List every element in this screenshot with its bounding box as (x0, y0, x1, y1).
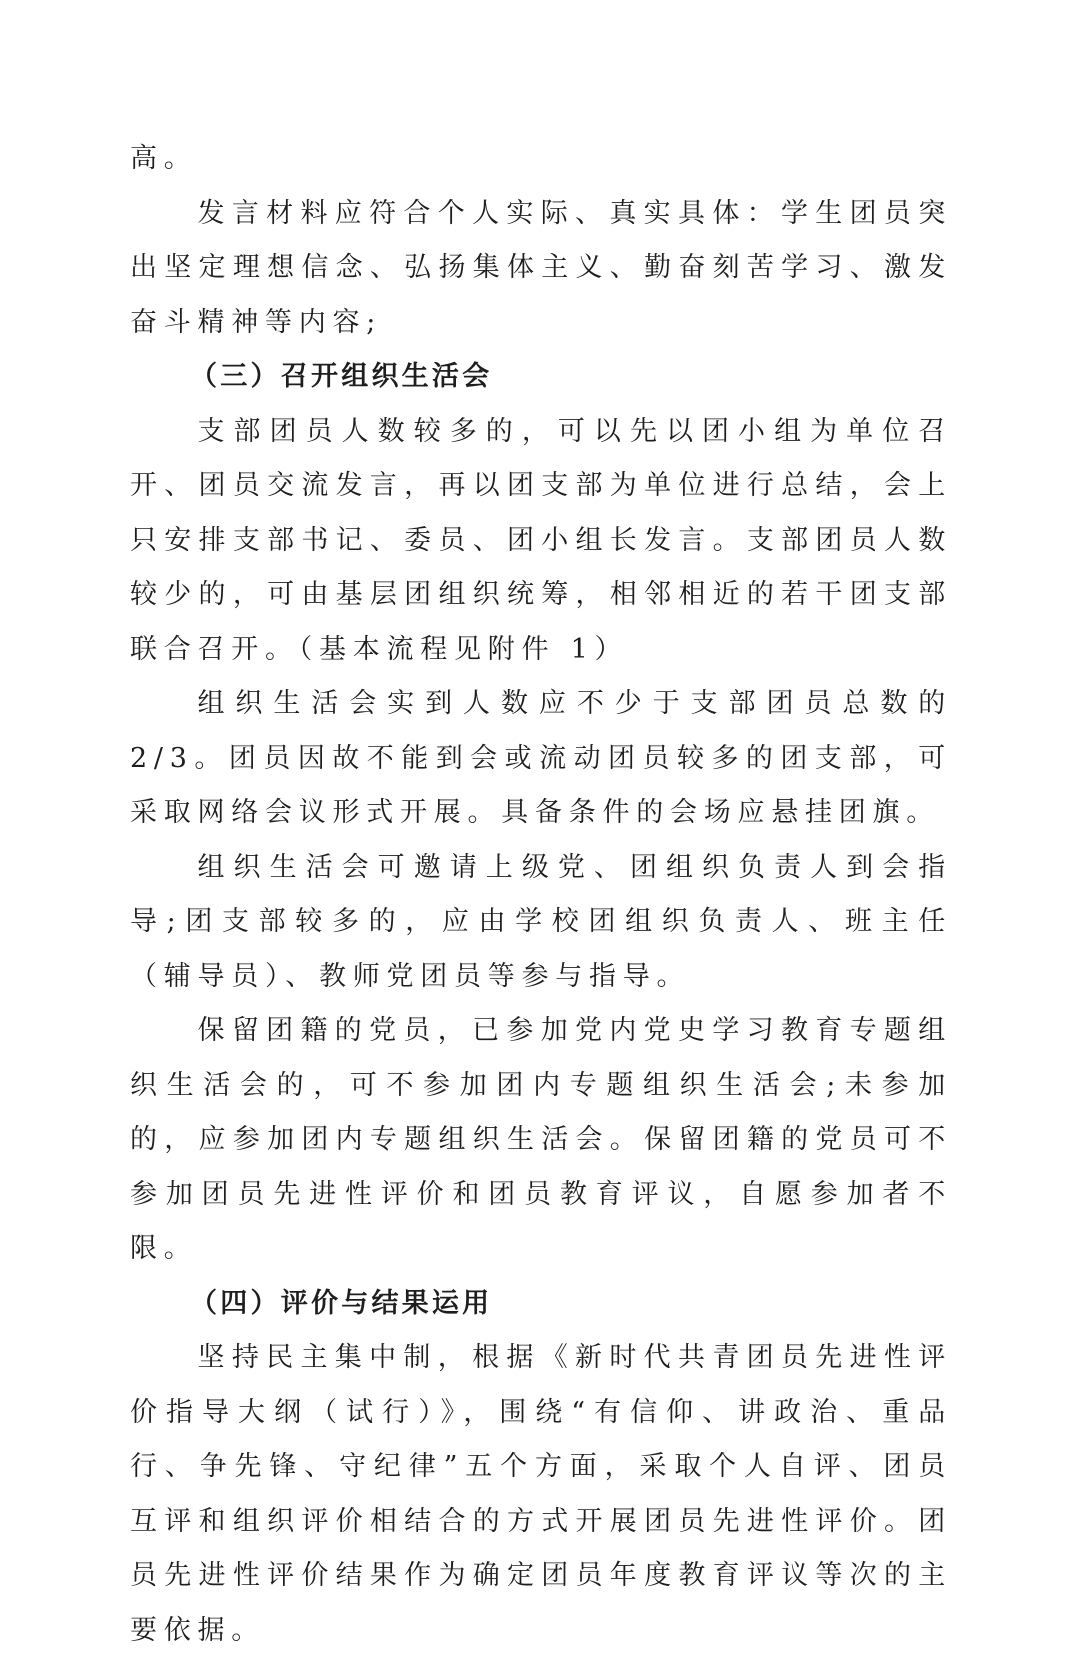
paragraph-speech-materials: 发言材料应符合个人实际、真实具体：学生团员突出坚定理想信念、弘扬集体主义、勤奋刻苦学习、激发奋斗精神等内容; (130, 197, 952, 338)
paragraph-party-members: 保留团籍的党员，已参加党内党史学习教育专题组织生活会的，可不参加团内专题组织生活会;未参加的，应参加团内专题组织生活会。保留团籍的党员可不参加团员先进性评价和团员教育评议，自愿参加者不限。 (130, 1015, 952, 1264)
paragraph-branch-size: 支部团员人数较多的，可以先以团小组为单位召开、团员交流发言，再以团支部为单位进行总结，会上只安排支部书记、委员、团小组长发言。支部团员人数较少的，可由基层团组织统筹，相邻相近的若干团支部联合召开。（基本流程见附件 1） (130, 415, 952, 665)
section-heading-3: （三）召开组织生活会 (190, 361, 493, 392)
paragraph-continuation: 高。 (130, 143, 198, 174)
paragraph-guidance: 组织生活会可邀请上级党、团组织负责人到会指导;团支部较多的，应由学校团组织负责人、班主任（辅导员）、教师党团员等参与指导。 (130, 851, 952, 992)
paragraph-attendance: 组织生活会实到人数应不少于支部团员总数的 2/3。团员因故不能到会或流动团员较多的团支部，可采取网络会议形式开展。具备条件的会场应悬挂团旗。 (130, 688, 952, 828)
paragraph-evaluation: 坚持民主集中制，根据《新时代共青团员先进性评价指导大纲（试行）》，围绕“有信仰、讲政治、重品行、争先锋、守纪律”五个方面，采取个人自评、团员互评和组织评价相结合的方式开展团员先进性评价。团员先进性评价结果作为确定团员年度教育评议等次的主要依据。 (130, 1342, 952, 1646)
document-body (130, 132, 952, 1658)
section-heading-4: （四）评价与结果运用 (190, 1287, 493, 1319)
